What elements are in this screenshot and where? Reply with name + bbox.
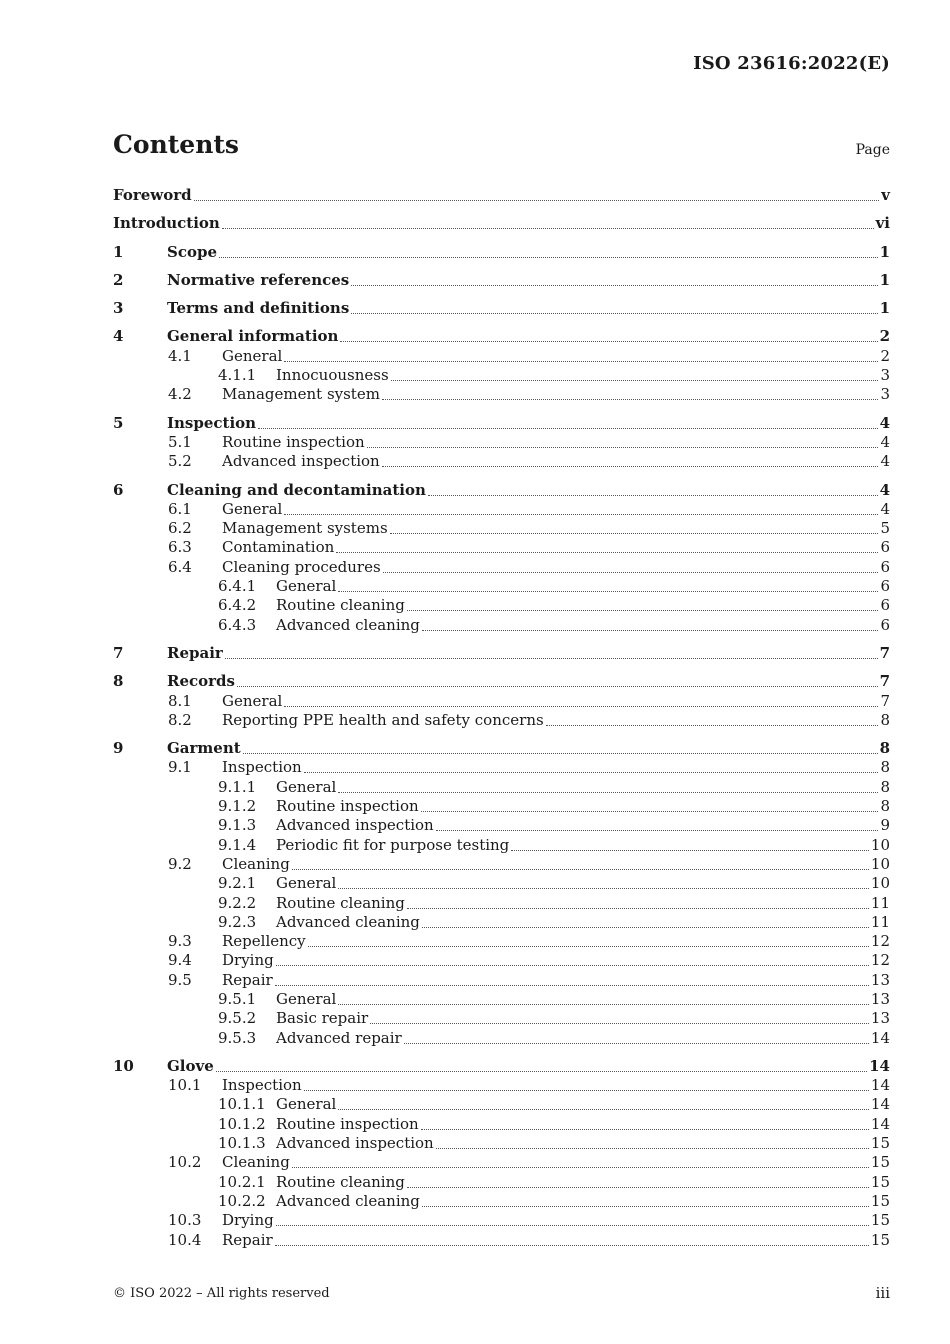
dot-leader [276,951,869,966]
toc-entry-page: 1 [879,299,890,318]
toc-entry-page: 15 [870,1134,890,1153]
toc-entry-page: 5 [880,519,890,538]
toc-entry-page: 14 [870,1095,890,1114]
toc-entry-page: 4 [880,452,890,471]
toc-entry-number: 10.4 [168,1230,202,1249]
toc-entry-title: Management system [222,385,380,404]
toc-entry-number: 10.1.3 [218,1134,266,1153]
toc-entry-title: Basic repair [276,1009,369,1028]
toc-entry-title: General [222,499,283,518]
toc-entry-title: Routine inspection [222,432,365,451]
toc-entry[interactable] [113,452,890,471]
dot-leader [216,1057,867,1072]
toc-entry-title: General [276,874,337,893]
toc-entry[interactable] [113,1153,890,1172]
dot-leader [421,797,879,812]
toc-entry-title: General [276,777,337,796]
toc-entry-title: Introduction [113,214,220,233]
dot-leader [407,596,879,611]
toc-entry[interactable] [113,1057,890,1076]
toc-entry[interactable] [113,894,890,913]
dot-leader [336,538,878,553]
toc-entry-number: 4.1 [168,346,192,365]
toc-entry[interactable] [113,519,890,538]
toc-entry-page: 4 [880,432,890,451]
toc-entry-title: Routine cleaning [276,596,405,615]
toc-entry-title: Reporting PPE health and safety concerns [222,710,544,729]
toc-entry-title: Cleaning [222,1153,290,1172]
toc-entry[interactable] [113,1134,890,1153]
toc-entry-title: Routine cleaning [276,1172,405,1191]
toc-entry-page: 7 [880,691,890,710]
toc-entry[interactable] [113,1076,890,1095]
dot-leader [338,577,878,592]
toc-entry[interactable] [113,366,890,385]
toc-entry[interactable] [113,836,890,855]
toc-entry-page: 1 [879,270,890,289]
toc-entry[interactable] [113,481,890,500]
toc-entry-number: 9.2.2 [218,893,257,912]
toc-entry-page: 13 [870,1009,890,1028]
toc-entry-title: Records [167,672,235,691]
dot-leader [546,711,879,726]
toc-entry-number: 6.4.3 [218,615,257,634]
dot-leader [292,855,869,870]
dot-leader [382,385,879,400]
toc-entry-page: 13 [870,970,890,989]
dot-leader [308,932,869,947]
toc-entry[interactable] [113,855,890,874]
toc-entry-title: Drying [222,1211,274,1230]
toc-entry[interactable] [113,1211,890,1230]
toc-entry-page: 15 [870,1172,890,1191]
toc-entry-page: 4 [879,413,890,432]
toc-entry[interactable] [113,327,890,346]
dot-leader [258,414,877,429]
toc-entry-title: General information [167,327,339,346]
toc-entry-page: 8 [879,739,890,758]
toc-entry[interactable] [113,672,890,691]
toc-entry[interactable] [113,577,890,596]
dot-leader [194,186,880,201]
toc-entry-page: 1 [879,242,890,261]
toc-entry-title: Cleaning and decontamination [167,480,426,499]
toc-entry-number: 10.1.2 [218,1114,266,1133]
dot-leader [370,1009,869,1024]
toc-entry-number: 9.5.3 [218,1028,257,1047]
toc-entry-page: 15 [870,1211,890,1230]
dot-leader [511,836,869,851]
toc-entry-number: 9.3 [168,932,192,951]
toc-entry[interactable] [113,347,890,366]
toc-entry-number: 5 [113,413,124,432]
toc-entry-number: 9.1 [168,758,192,777]
toc-entry-number: 10.1 [168,1076,202,1095]
toc-entry-number: 6.3 [168,538,192,557]
toc-entry-page: 14 [869,1056,890,1075]
toc-entry[interactable] [113,1095,890,1114]
toc-entry-page: 8 [880,710,890,729]
toc-entry-title: Advanced cleaning [276,615,420,634]
table-of-contents [113,186,890,1250]
toc-entry-number: 10.2.1 [218,1172,266,1191]
dot-leader [284,692,878,707]
dot-leader [276,1211,869,1226]
toc-entry-number: 9.2.3 [218,912,257,931]
toc-entry-page: 4 [879,480,890,499]
dot-leader [304,758,879,773]
dot-leader [436,816,879,831]
toc-entry-page: 6 [880,615,890,634]
toc-entry[interactable] [113,1115,890,1134]
toc-entry-number: 8.2 [168,710,192,729]
dot-leader [284,500,878,515]
toc-entry-number: 9.5.1 [218,989,257,1008]
copyright-notice: © ISO 2022 – All rights reserved [113,1286,330,1301]
toc-entry-number: 5.2 [168,452,192,471]
toc-entry[interactable] [113,616,890,635]
toc-entry-page: 4 [880,499,890,518]
dot-leader [436,1134,869,1149]
toc-entry-title: Garment [167,739,241,758]
toc-entry-title: Repellency [222,932,306,951]
toc-entry[interactable] [113,932,890,951]
dot-leader [351,299,877,314]
toc-entry-number: 1 [113,242,124,261]
toc-entry-page: 11 [870,912,890,931]
toc-entry-number: 8 [113,672,124,691]
toc-entry[interactable] [113,711,890,730]
toc-entry-number: 9.1.3 [218,816,257,835]
toc-entry-title: Cleaning procedures [222,557,381,576]
toc-entry-number: 10.2 [168,1153,202,1172]
toc-entry-number: 6.2 [168,519,192,538]
toc-entry-page: 7 [879,643,890,662]
toc-entry[interactable] [113,971,890,990]
toc-entry-title: Inspection [222,758,302,777]
dot-leader [382,452,879,467]
toc-entry[interactable] [113,739,890,758]
dot-leader [284,347,878,362]
toc-entry-page: 15 [870,1230,890,1249]
toc-entry-number: 9 [113,739,124,758]
toc-entry[interactable] [113,874,890,893]
page-column-label: Page [855,142,890,158]
toc-entry-page: v [881,186,890,204]
document-code: ISO 23616:2022(E) [693,53,890,74]
toc-entry-title: Contamination [222,538,335,557]
toc-entry-page: 9 [880,816,890,835]
toc-entry[interactable] [113,644,890,663]
dot-leader [340,327,877,342]
toc-entry-page: 6 [880,538,890,557]
toc-entry-title: Advanced inspection [276,816,434,835]
toc-entry-page: 11 [870,893,890,912]
toc-entry-title: Foreword [113,186,192,204]
dot-leader [383,558,879,573]
dot-leader [275,1231,869,1246]
toc-entry-title: Management systems [222,519,388,538]
toc-entry[interactable] [113,433,890,452]
toc-entry-title: General [276,989,337,1008]
toc-entry[interactable] [113,1231,890,1250]
page-number: iii [875,1284,890,1302]
toc-entry-title: Inspection [222,1076,302,1095]
toc-entry-number: 9.5.2 [218,1009,257,1028]
toc-entry-title: Advanced cleaning [276,912,420,931]
toc-entry-title: General [222,346,283,365]
toc-entry-title: Periodic fit for purpose testing [276,835,510,854]
toc-entry-number: 9.2 [168,854,192,873]
toc-entry[interactable] [113,414,890,433]
toc-entry-number: 5.1 [168,432,192,451]
toc-entry-page: 15 [870,1153,890,1172]
dot-leader [422,616,879,631]
toc-entry-title: General [276,577,337,596]
toc-entry-page: 6 [880,577,890,596]
toc-entry[interactable] [113,1029,890,1048]
dot-leader [422,1192,869,1207]
dot-leader [422,913,869,928]
dot-leader [351,271,877,286]
toc-entry-number: 4.1.1 [218,366,257,385]
toc-entry-title: Innocuousness [276,366,389,385]
toc-entry-title: Normative references [167,270,350,289]
toc-entry-page: 8 [880,777,890,796]
toc-entry[interactable] [113,558,890,577]
toc-entry-page: 14 [870,1028,890,1047]
toc-entry[interactable] [113,1173,890,1192]
dot-leader [292,1153,869,1168]
toc-entry-number: 9.4 [168,951,192,970]
toc-entry-number: 9.2.1 [218,874,257,893]
toc-entry-title: General [222,691,283,710]
toc-entry-title: Routine inspection [276,1114,419,1133]
toc-entry-title: General [276,1095,337,1114]
toc-entry-title: Inspection [167,413,257,432]
toc-entry-page: 2 [879,327,890,346]
toc-entry[interactable] [113,500,890,519]
toc-entry-page: 6 [880,596,890,615]
toc-entry-number: 4 [113,327,124,346]
toc-entry-page: 8 [880,797,890,816]
toc-entry-page: vi [875,214,890,233]
toc-entry-number: 3 [113,299,124,318]
dot-leader [338,874,869,889]
toc-entry[interactable] [113,778,890,797]
toc-entry[interactable] [113,1192,890,1211]
dot-leader [222,214,874,229]
toc-entry[interactable] [113,692,890,711]
dot-leader [338,1095,869,1110]
dot-leader [421,1115,869,1130]
toc-entry[interactable] [113,951,890,970]
toc-entry-page: 2 [880,346,890,365]
toc-entry[interactable] [113,990,890,1009]
toc-entry-page: 8 [880,758,890,777]
dot-leader [243,739,878,754]
toc-entry[interactable] [113,214,890,233]
contents-title: Contents [113,130,240,159]
dot-leader [225,644,878,659]
toc-entry-number: 9.1.4 [218,835,257,854]
toc-entry-page: 15 [870,1191,890,1210]
toc-entry-title: Routine inspection [276,797,419,816]
toc-entry-page: 3 [880,385,890,404]
toc-entry[interactable] [113,758,890,777]
toc-entry-title: Advanced repair [276,1028,402,1047]
toc-entry[interactable] [113,913,890,932]
toc-entry-number: 6.4.1 [218,577,257,596]
dot-leader [428,481,878,496]
toc-entry-title: Advanced inspection [222,452,380,471]
dot-leader [391,366,879,381]
toc-entry-number: 6.4.2 [218,596,257,615]
toc-entry-number: 8.1 [168,691,192,710]
dot-leader [404,1029,869,1044]
toc-entry-title: Advanced inspection [276,1134,434,1153]
toc-entry-title: Repair [222,1230,273,1249]
toc-entry-page: 10 [870,854,890,873]
toc-entry-title: Repair [222,970,273,989]
toc-entry-number: 4.2 [168,385,192,404]
toc-entry[interactable] [113,385,890,404]
toc-entry[interactable] [113,797,890,816]
toc-entry-page: 14 [870,1114,890,1133]
toc-entry[interactable] [113,596,890,615]
toc-entry-number: 6.4 [168,557,192,576]
toc-entry-number: 10.3 [168,1211,202,1230]
toc-entry-number: 9.1.2 [218,797,257,816]
toc-entry-title: Cleaning [222,854,290,873]
toc-entry-number: 10.1.1 [218,1095,266,1114]
toc-entry-title: Glove [167,1056,214,1075]
toc-entry-title: Drying [222,951,274,970]
toc-entry[interactable] [113,243,890,262]
toc-entry-number: 6.1 [168,499,192,518]
toc-entry-page: 10 [870,835,890,854]
dot-leader [390,519,879,534]
toc-entry-number: 10.2.2 [218,1191,266,1210]
toc-entry[interactable] [113,538,890,557]
toc-entry-page: 12 [870,951,890,970]
toc-entry-page: 3 [880,366,890,385]
toc-entry-number: 2 [113,270,124,289]
dot-leader [275,971,869,986]
toc-entry-number: 9.5 [168,970,192,989]
toc-entry-page: 7 [879,672,890,691]
toc-entry[interactable] [113,816,890,835]
toc-entry-page: 12 [870,932,890,951]
toc-entry-title: Terms and definitions [167,299,350,318]
dot-leader [407,894,869,909]
toc-entry-page: 6 [880,557,890,576]
toc-entry-title: Scope [167,242,218,261]
toc-entry-number: 10 [113,1056,134,1075]
dot-leader [237,672,878,687]
toc-entry-number: 7 [113,643,124,662]
toc-entry[interactable] [113,271,890,290]
toc-entry-title: Advanced cleaning [276,1191,420,1210]
dot-leader [338,990,869,1005]
dot-leader [407,1173,869,1188]
toc-entry[interactable] [113,299,890,318]
dot-leader [219,243,878,258]
dot-leader [304,1076,869,1091]
dot-leader [338,778,878,793]
toc-entry-page: 14 [870,1076,890,1095]
toc-entry-title: Repair [167,643,223,662]
toc-entry-title: Routine cleaning [276,893,405,912]
toc-entry[interactable] [113,1009,890,1028]
toc-entry-page: 10 [870,874,890,893]
toc-entry-page: 13 [870,989,890,1008]
toc-entry-number: 6 [113,480,124,499]
toc-entry[interactable] [113,186,890,205]
toc-entry-number: 9.1.1 [218,777,257,796]
dot-leader [367,433,879,448]
